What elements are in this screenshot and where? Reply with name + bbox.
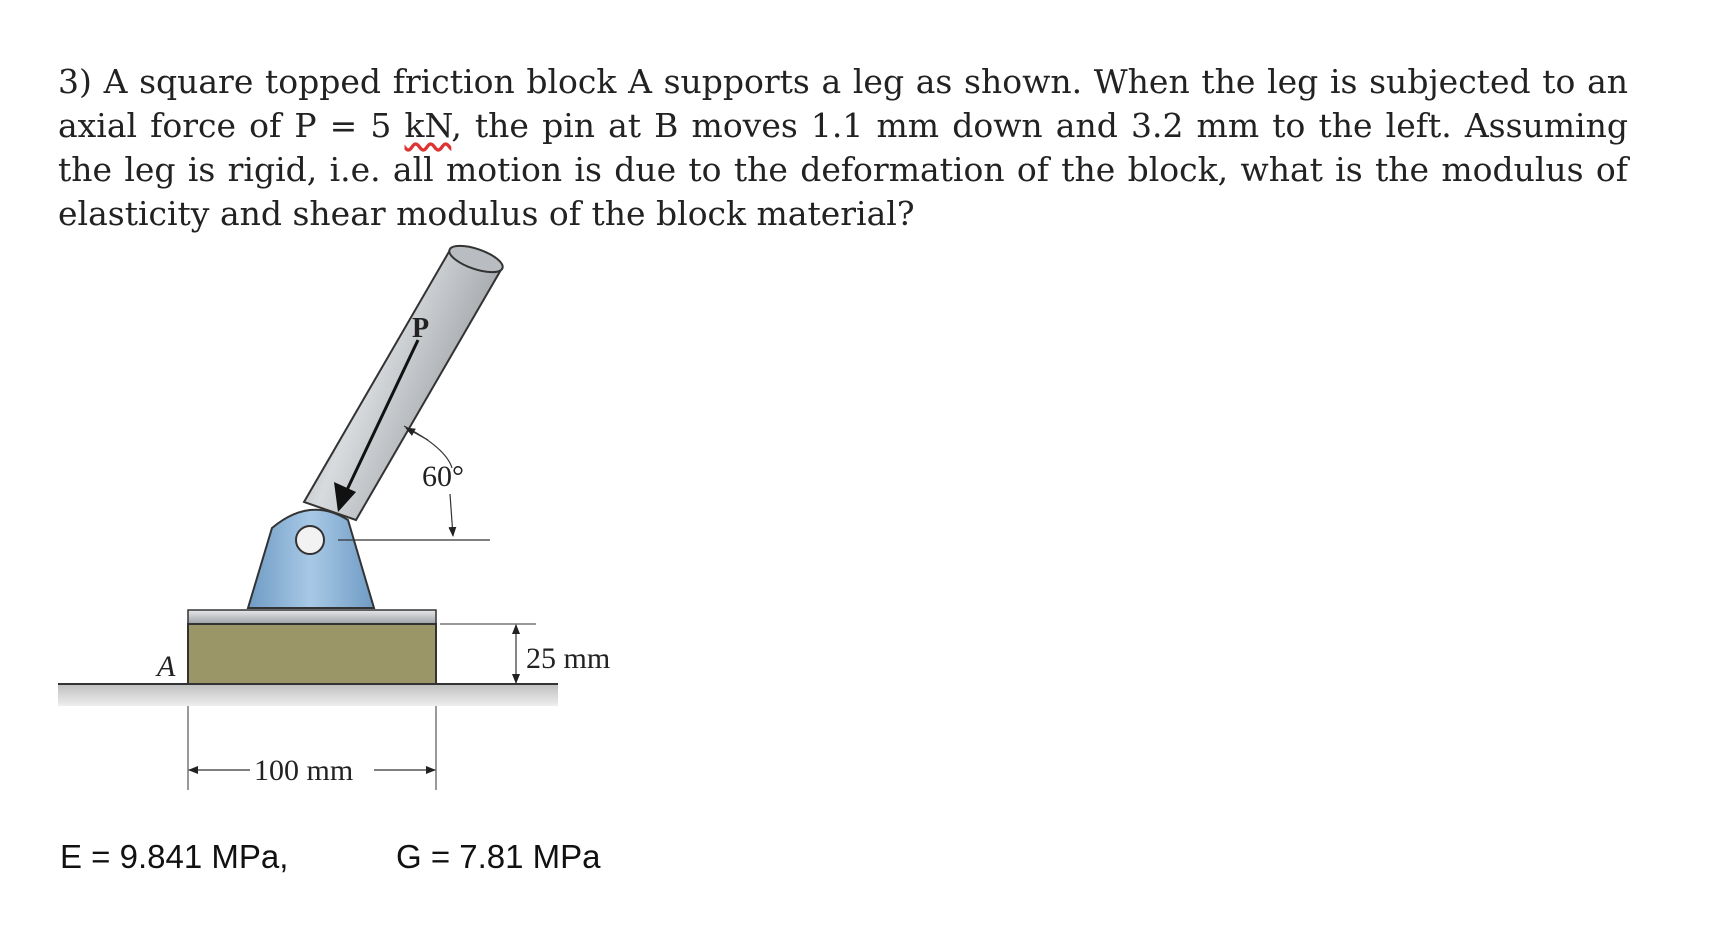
angle-label: 60° xyxy=(422,460,464,493)
top-plate xyxy=(188,610,436,624)
problem-number: 3) xyxy=(58,62,92,101)
problem-text-before: A square topped friction block A supports a leg as shown. When the leg is subjected to an axial force of P = 5 xyxy=(58,62,1628,145)
width-label: 100 mm xyxy=(254,754,354,787)
friction-block xyxy=(188,624,436,684)
answer-g: G = 7.81 MPa xyxy=(396,838,601,875)
height-label: 25 mm xyxy=(526,642,611,675)
pin-b xyxy=(296,526,324,554)
ground-hatch xyxy=(58,684,558,706)
answer-e: E = 9.841 MPa, xyxy=(60,838,289,875)
angle-arrow-top xyxy=(406,428,428,440)
flagged-unit: kN xyxy=(404,106,452,145)
bracket xyxy=(248,510,374,608)
leg xyxy=(304,240,506,520)
problem-text-after: , the pin at B moves 1.1 mm down and 3.2 mm to the left. Assuming the leg is rigid, i.e. all motion is due to the deformation of the block, what is the modulus of elasticity and shear modulus of the block material? xyxy=(58,106,1628,233)
block-label: A xyxy=(157,650,176,683)
angle-arrow-bottom xyxy=(450,494,453,536)
force-label: P xyxy=(412,313,430,344)
